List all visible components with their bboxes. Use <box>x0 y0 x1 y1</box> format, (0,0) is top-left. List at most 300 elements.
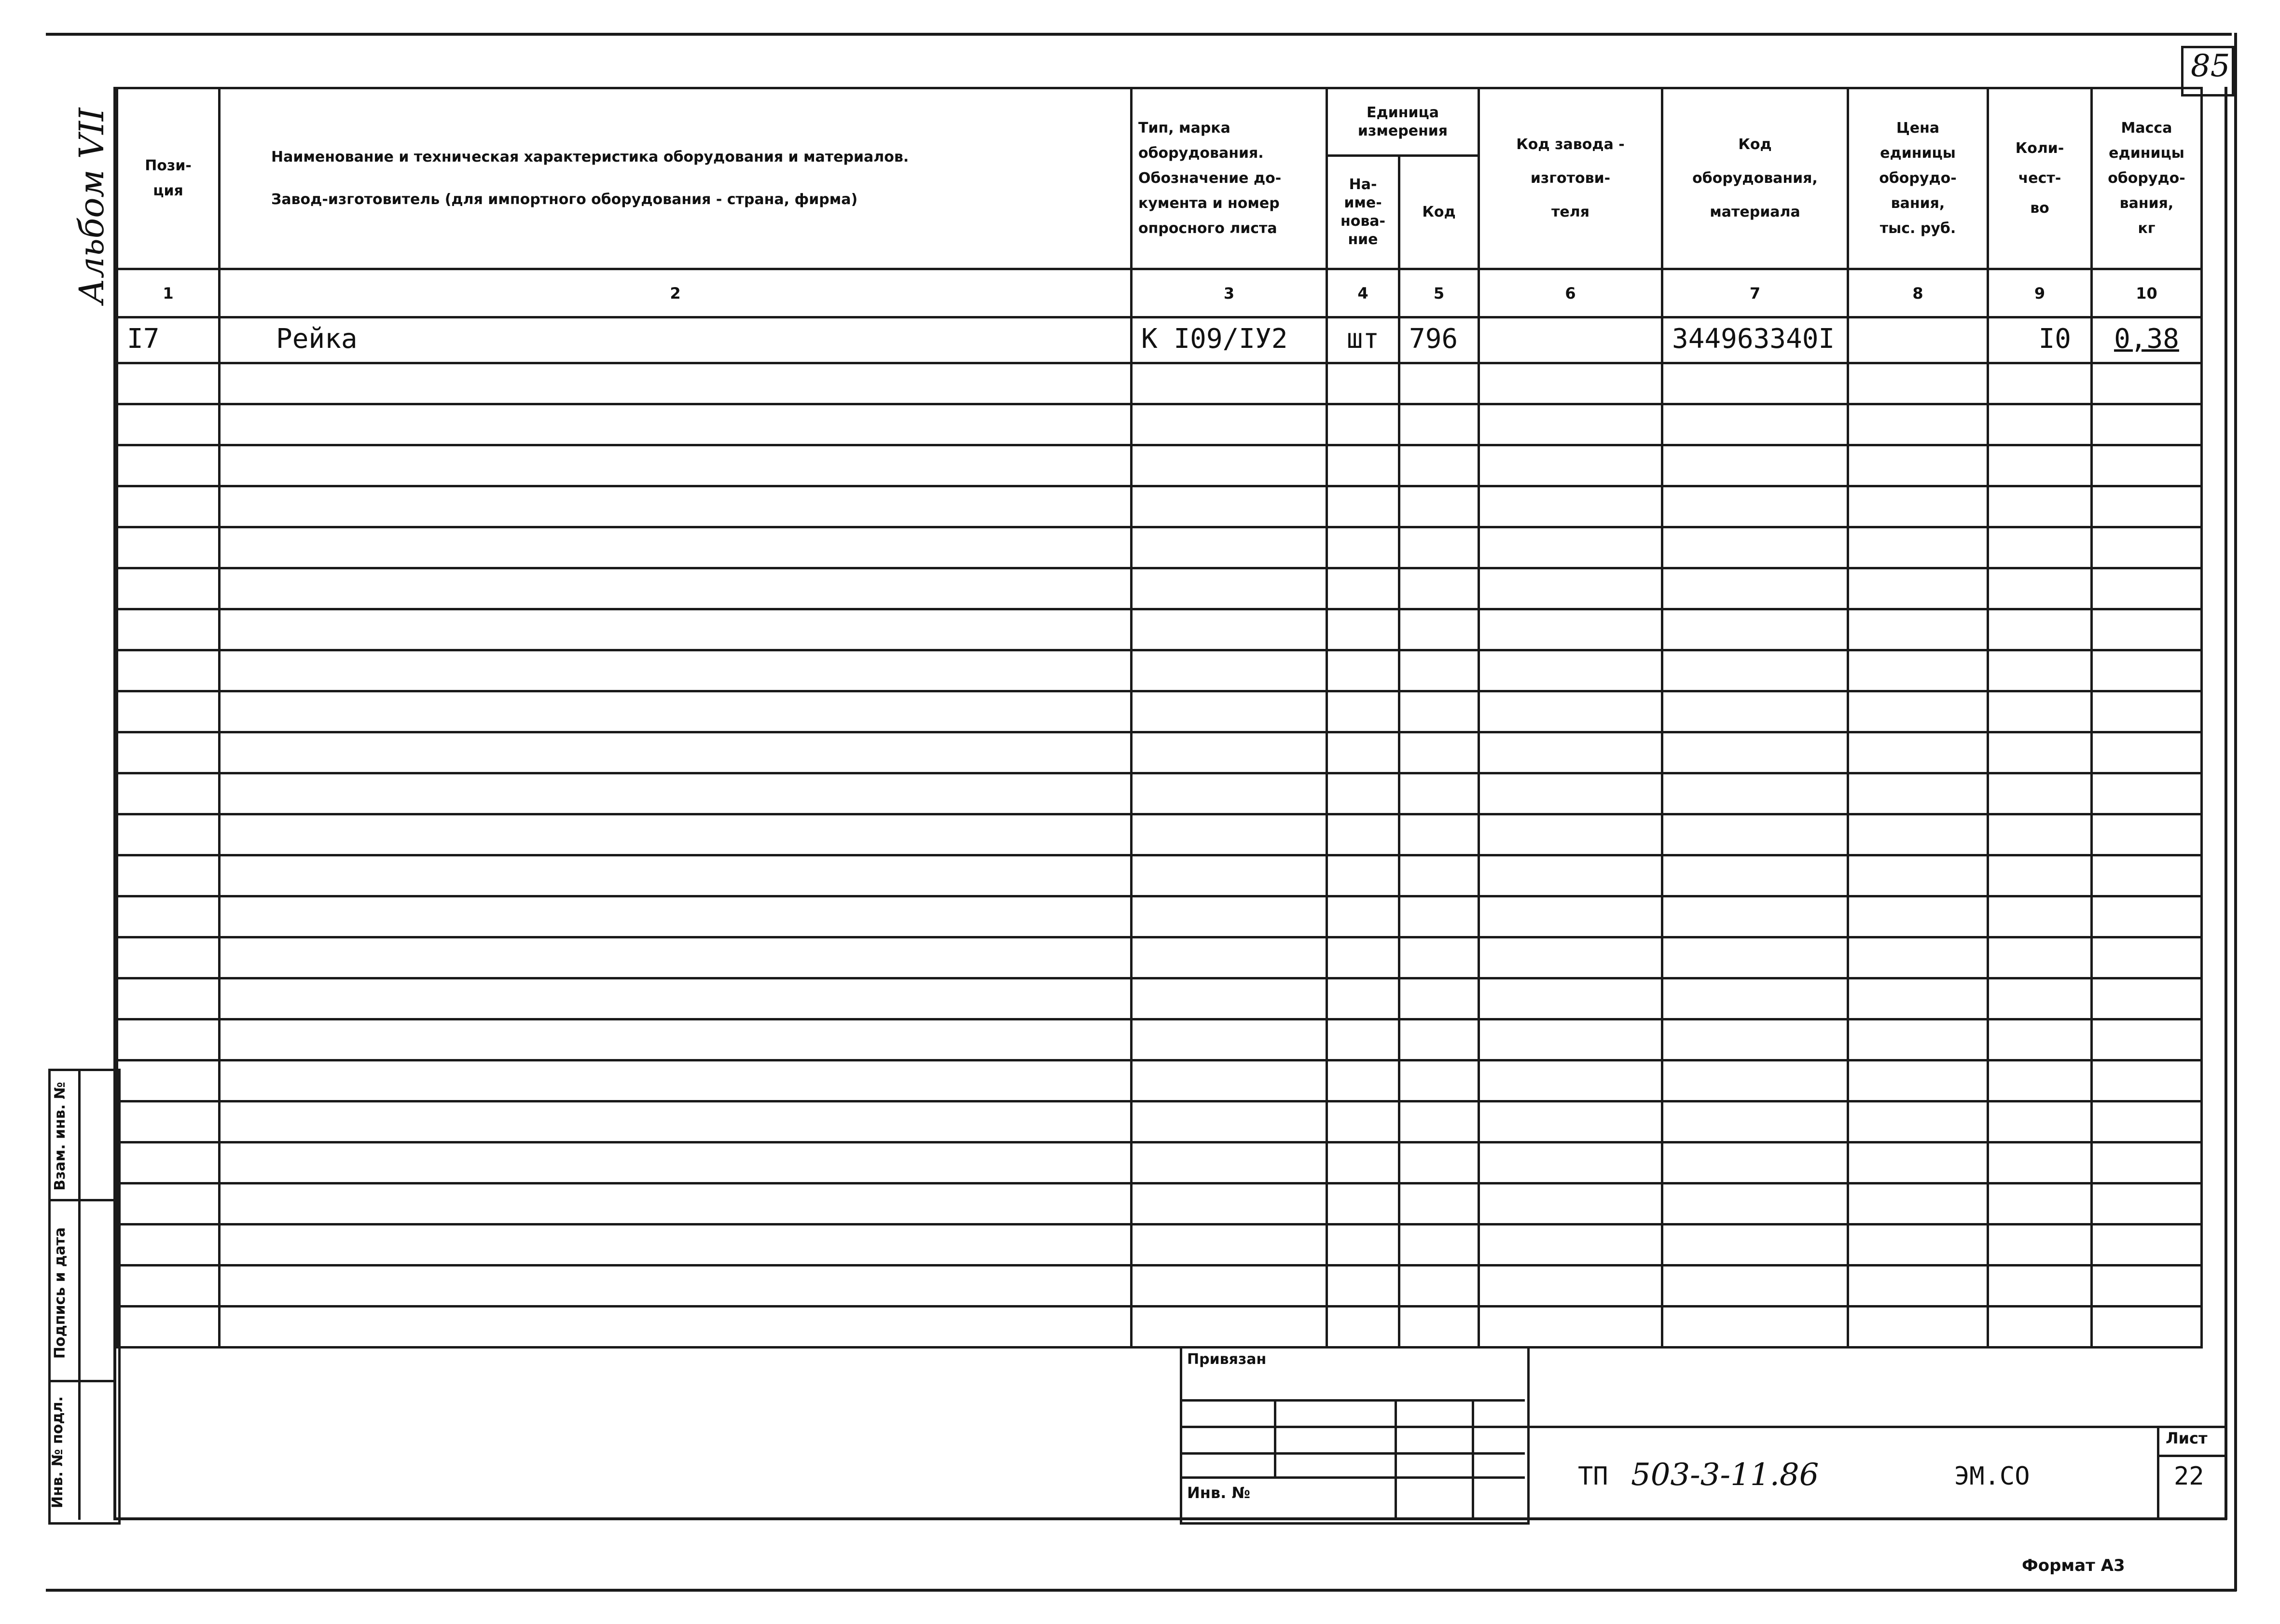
header-name-line2: Завод-изготовитель (для импортного оборудования - страна, фирма) <box>271 191 858 208</box>
table-cell <box>1327 486 1399 527</box>
table-cell <box>220 1225 1132 1266</box>
page-number: 85 <box>2191 48 2230 84</box>
table-cell <box>1662 732 1848 773</box>
cell-quantity: I0 <box>1988 317 2092 363</box>
table-cell <box>1988 732 2092 773</box>
table-cell <box>2092 732 2202 773</box>
table-cell <box>1848 609 1988 650</box>
column-number: 6 <box>1479 269 1662 317</box>
table-cell <box>1662 1184 1848 1225</box>
table-cell <box>2092 814 2202 855</box>
table-cell <box>1399 1142 1479 1184</box>
table-cell <box>1988 855 2092 896</box>
table-cell <box>1662 896 1848 937</box>
table-cell <box>1988 568 2092 609</box>
table-cell <box>1399 896 1479 937</box>
table-cell <box>1399 773 1479 814</box>
table-cell <box>1132 404 1327 445</box>
table-cell <box>1327 691 1399 732</box>
table-cell <box>2092 855 2202 896</box>
table-cell <box>117 691 220 732</box>
table-cell <box>1327 1142 1399 1184</box>
table-cell <box>1988 691 2092 732</box>
table-cell <box>1662 609 1848 650</box>
table-cell <box>1988 404 2092 445</box>
table-row <box>117 650 2202 691</box>
table-cell <box>1479 1266 1662 1307</box>
specification-table <box>116 87 2203 1349</box>
table-cell <box>2092 1225 2202 1266</box>
inner-right-border <box>2225 87 2227 1520</box>
table-cell <box>1988 1101 2092 1142</box>
table-cell <box>1848 1142 1988 1184</box>
stamp-sign-date: Подпись и дата <box>52 1227 69 1359</box>
header-unit-group: Единица измерения <box>1327 88 1479 156</box>
table-cell <box>2092 691 2202 732</box>
header-row-1 <box>117 88 2202 156</box>
table-cell <box>1327 937 1399 978</box>
table-cell <box>1848 732 1988 773</box>
table-cell <box>220 1019 1132 1060</box>
table-cell <box>1662 1307 1848 1348</box>
table-cell <box>1132 896 1327 937</box>
table-cell <box>1848 1019 1988 1060</box>
table-cell <box>220 1266 1132 1307</box>
table-cell <box>2092 363 2202 404</box>
table-cell <box>117 1266 220 1307</box>
sheet-number: 22 <box>2174 1462 2204 1491</box>
table-cell <box>1662 527 1848 568</box>
table-cell <box>220 363 1132 404</box>
table-cell <box>220 978 1132 1019</box>
table-cell <box>1848 1101 1988 1142</box>
table-cell <box>1479 814 1662 855</box>
table-row <box>117 486 2202 527</box>
stamp-inv-original: Инв. № подл. <box>49 1396 66 1509</box>
table-cell <box>1988 486 2092 527</box>
table-cell <box>1848 1266 1988 1307</box>
table-cell <box>1662 1225 1848 1266</box>
table-cell <box>1988 978 2092 1019</box>
table-row <box>117 445 2202 486</box>
table-cell <box>1399 1307 1479 1348</box>
table-cell <box>1399 445 1479 486</box>
table-cell <box>1479 855 1662 896</box>
table-cell <box>2092 445 2202 486</box>
table-cell <box>1662 445 1848 486</box>
table-cell <box>220 1060 1132 1101</box>
table-cell <box>1662 773 1848 814</box>
table-cell <box>1479 527 1662 568</box>
table-row <box>117 404 2202 445</box>
table-cell <box>1848 363 1988 404</box>
table-cell <box>220 1184 1132 1225</box>
table-cell <box>1479 937 1662 978</box>
table-cell <box>1848 814 1988 855</box>
table-cell <box>1988 1266 2092 1307</box>
table-cell <box>1399 486 1479 527</box>
table-cell <box>1327 609 1399 650</box>
code-block-top <box>1525 1426 2227 1428</box>
table-cell <box>2092 937 2202 978</box>
table-row <box>117 609 2202 650</box>
table-cell <box>1399 855 1479 896</box>
table-cell <box>220 1101 1132 1142</box>
sheet-label: Лист <box>2166 1429 2208 1447</box>
table-cell <box>1327 1019 1399 1060</box>
column-number: 4 <box>1327 269 1399 317</box>
table-cell <box>1327 363 1399 404</box>
inv-no-label: Инв. № <box>1187 1484 1250 1502</box>
table-cell <box>1327 650 1399 691</box>
column-number: 3 <box>1132 269 1327 317</box>
table-cell <box>1399 404 1479 445</box>
table-cell <box>1662 363 1848 404</box>
table-cell <box>2092 1142 2202 1184</box>
table-cell <box>1662 650 1848 691</box>
attached-label: Привязан <box>1187 1351 1267 1368</box>
table-cell <box>1132 732 1327 773</box>
sheet-box-left <box>2157 1426 2159 1520</box>
table-cell <box>117 896 220 937</box>
table-cell <box>1848 404 1988 445</box>
cell-unit-name: шт <box>1327 317 1399 363</box>
table-cell <box>1327 1101 1399 1142</box>
table-row <box>117 317 2202 363</box>
table-cell <box>1662 486 1848 527</box>
cell-equipment-code: 344963340I <box>1662 317 1848 363</box>
table-cell <box>1479 1060 1662 1101</box>
table-cell <box>1132 1266 1327 1307</box>
table-cell <box>1327 568 1399 609</box>
table-cell <box>1988 363 2092 404</box>
table-cell <box>117 978 220 1019</box>
table-cell <box>1399 568 1479 609</box>
table-cell <box>1479 445 1662 486</box>
table-cell <box>1848 1060 1988 1101</box>
table-cell <box>117 1225 220 1266</box>
table-cell <box>1479 568 1662 609</box>
attached-col-1 <box>1274 1399 1276 1479</box>
table-cell <box>117 486 220 527</box>
stamp-inv-replace: Взам. инв. № <box>52 1082 69 1191</box>
table-cell <box>1132 1101 1327 1142</box>
doc-code-prefix: ТП <box>1578 1462 1608 1491</box>
table-cell <box>1132 650 1327 691</box>
column-number: 8 <box>1848 269 1988 317</box>
table-cell <box>117 1184 220 1225</box>
table-cell <box>2092 1184 2202 1225</box>
table-cell <box>1988 1225 2092 1266</box>
table-cell <box>1132 1060 1327 1101</box>
table-cell <box>1132 445 1327 486</box>
table-cell <box>1399 978 1479 1019</box>
album-label: Альбом VII <box>72 108 111 304</box>
table-cell <box>2092 1060 2202 1101</box>
table-cell <box>1479 363 1662 404</box>
table-cell <box>1479 1142 1662 1184</box>
table-cell <box>1848 691 1988 732</box>
table-cell <box>1479 404 1662 445</box>
table-cell <box>1479 773 1662 814</box>
table-cell <box>1132 814 1327 855</box>
table-cell <box>1399 732 1479 773</box>
side-stamp-sep-2 <box>48 1380 116 1382</box>
table-row <box>117 896 2202 937</box>
table-cell <box>1662 855 1848 896</box>
table-cell <box>2092 1307 2202 1348</box>
cell-unit-code: 796 <box>1399 317 1479 363</box>
table-cell <box>2092 1266 2202 1307</box>
table-cell <box>220 1142 1132 1184</box>
table-cell <box>117 1142 220 1184</box>
table-cell <box>1479 978 1662 1019</box>
table-cell <box>1479 1101 1662 1142</box>
table-cell <box>117 855 220 896</box>
table-cell <box>1327 855 1399 896</box>
cell-price <box>1848 317 1988 363</box>
column-number: 10 <box>2092 269 2202 317</box>
column-number: 9 <box>1988 269 2092 317</box>
header-unit-code: Код <box>1399 156 1479 269</box>
column-number: 2 <box>220 269 1132 317</box>
table-cell <box>1848 937 1988 978</box>
table-cell <box>1399 1060 1479 1101</box>
table-cell <box>1848 1307 1988 1348</box>
table-cell <box>1988 773 2092 814</box>
table-cell <box>1988 896 2092 937</box>
table-cell <box>117 568 220 609</box>
table-cell <box>1662 1142 1848 1184</box>
table-cell <box>1399 937 1479 978</box>
table-cell <box>1132 773 1327 814</box>
table-cell <box>1327 1225 1399 1266</box>
table-cell <box>220 732 1132 773</box>
table-cell <box>1132 978 1327 1019</box>
header-type: Тип, марка оборудования. Обозначение до- кумента и номер опросного листа <box>1132 88 1327 269</box>
table-cell <box>1479 1184 1662 1225</box>
section-code: ЭМ.СО <box>1954 1462 2030 1491</box>
cell-position: I7 <box>117 317 220 363</box>
inner-bottom-border <box>113 1517 2227 1520</box>
column-number: 1 <box>117 269 220 317</box>
table-cell <box>1988 1142 2092 1184</box>
table-row <box>117 1142 2202 1184</box>
table-cell <box>1662 404 1848 445</box>
table-cell <box>1988 814 2092 855</box>
table-cell <box>1132 1225 1327 1266</box>
table-row <box>117 1225 2202 1266</box>
table-row <box>117 1307 2202 1348</box>
table-cell <box>1848 486 1988 527</box>
frame-bottom <box>46 1589 2237 1592</box>
table-cell <box>1479 732 1662 773</box>
table-cell <box>1988 1307 2092 1348</box>
table-cell <box>2092 404 2202 445</box>
table-cell <box>2092 486 2202 527</box>
table-cell <box>220 650 1132 691</box>
table-cell <box>1988 1184 2092 1225</box>
table-cell <box>1662 1266 1848 1307</box>
sheet-box-divider <box>2157 1455 2227 1457</box>
column-number-row <box>117 269 2202 317</box>
table-cell <box>1988 650 2092 691</box>
table-cell <box>220 527 1132 568</box>
column-number: 7 <box>1662 269 1848 317</box>
table-cell <box>1132 486 1327 527</box>
cell-name: Рейка <box>220 317 1132 363</box>
table-cell <box>1662 1060 1848 1101</box>
table-cell <box>117 527 220 568</box>
table-cell <box>1848 445 1988 486</box>
table-row <box>117 691 2202 732</box>
table-cell <box>1988 1060 2092 1101</box>
table-cell <box>1327 1184 1399 1225</box>
attached-col-2 <box>1395 1399 1397 1520</box>
table-cell <box>2092 650 2202 691</box>
table-row <box>117 1266 2202 1307</box>
table-cell <box>1662 568 1848 609</box>
header-price: Цена единицы оборудо- вания, тыс. руб. <box>1848 88 1988 269</box>
table-row <box>117 363 2202 404</box>
table-cell <box>1662 937 1848 978</box>
table-cell <box>220 445 1132 486</box>
table-cell <box>1662 814 1848 855</box>
header-quantity: Коли- чест- во <box>1988 88 2092 269</box>
table-cell <box>1848 855 1988 896</box>
table-cell <box>1399 1266 1479 1307</box>
table-row <box>117 773 2202 814</box>
table-cell <box>1132 527 1327 568</box>
table-cell <box>117 404 220 445</box>
table-cell <box>2092 896 2202 937</box>
table-cell <box>1327 732 1399 773</box>
table-cell <box>1399 609 1479 650</box>
table-row <box>117 568 2202 609</box>
table-row <box>117 1019 2202 1060</box>
table-cell <box>220 896 1132 937</box>
table-cell <box>1479 1307 1662 1348</box>
table-cell <box>117 363 220 404</box>
table-cell <box>1399 1184 1479 1225</box>
table-cell <box>1327 978 1399 1019</box>
table-row <box>117 1184 2202 1225</box>
table-cell <box>1132 937 1327 978</box>
table-cell <box>1848 1225 1988 1266</box>
table-cell <box>1479 1225 1662 1266</box>
table-cell <box>117 609 220 650</box>
cell-mass: 0,38 <box>2092 317 2202 363</box>
table-cell <box>220 937 1132 978</box>
table-cell <box>1662 1019 1848 1060</box>
table-cell <box>1479 609 1662 650</box>
cell-plant-code <box>1479 317 1662 363</box>
table-cell <box>1327 445 1399 486</box>
table-cell <box>220 404 1132 445</box>
table-cell <box>1479 691 1662 732</box>
table-cell <box>220 814 1132 855</box>
frame-right <box>2234 33 2237 1591</box>
table-row <box>117 937 2202 978</box>
table-cell <box>1848 896 1988 937</box>
table-cell <box>1327 404 1399 445</box>
table-row <box>117 978 2202 1019</box>
table-cell <box>1327 1266 1399 1307</box>
table-cell <box>1988 1019 2092 1060</box>
doc-code: 503-3-11.86 <box>1631 1457 1819 1493</box>
table-cell <box>1479 650 1662 691</box>
table-cell <box>220 568 1132 609</box>
table-cell <box>117 1101 220 1142</box>
table-cell <box>1848 650 1988 691</box>
table-cell <box>1132 1184 1327 1225</box>
table-cell <box>1848 568 1988 609</box>
table-row <box>117 1101 2202 1142</box>
frame-top <box>46 33 2232 36</box>
table-cell <box>117 732 220 773</box>
table-cell <box>1988 609 2092 650</box>
format-label: Формат А3 <box>2022 1556 2125 1575</box>
header-unit-name: На- име- нова- ние <box>1327 156 1399 269</box>
table-cell <box>2092 773 2202 814</box>
table-cell <box>2092 568 2202 609</box>
table-cell <box>1988 527 2092 568</box>
table-cell <box>117 1019 220 1060</box>
table-cell <box>1132 691 1327 732</box>
attached-col-3 <box>1472 1399 1474 1520</box>
header-equipment-code: Код оборудования, материала <box>1662 88 1848 269</box>
table-cell <box>1327 527 1399 568</box>
table-row <box>117 732 2202 773</box>
table-cell <box>2092 609 2202 650</box>
table-cell <box>220 691 1132 732</box>
table-cell <box>1399 1101 1479 1142</box>
header-position: Пози- ция <box>117 88 220 269</box>
table-cell <box>117 650 220 691</box>
table-cell <box>1399 691 1479 732</box>
table-row <box>117 527 2202 568</box>
column-number: 5 <box>1399 269 1479 317</box>
table-row <box>117 855 2202 896</box>
header-name-line1: Наименование и техническая характеристика оборудования и материалов. <box>271 149 909 165</box>
table-cell <box>1662 1101 1848 1142</box>
table-cell <box>1479 486 1662 527</box>
table-cell <box>1132 363 1327 404</box>
header-name <box>220 88 1132 269</box>
table-cell <box>1327 773 1399 814</box>
table-cell <box>1327 896 1399 937</box>
table-cell <box>1848 1184 1988 1225</box>
table-cell <box>1132 568 1327 609</box>
table-cell <box>1848 527 1988 568</box>
table-cell <box>117 1060 220 1101</box>
header-plant-code: Код завода - изготови- теля <box>1479 88 1662 269</box>
table-cell <box>1399 1019 1479 1060</box>
table-cell <box>117 937 220 978</box>
table-cell <box>220 773 1132 814</box>
table-cell <box>117 445 220 486</box>
table-row <box>117 814 2202 855</box>
table-cell <box>1327 814 1399 855</box>
table-cell <box>2092 527 2202 568</box>
table-cell <box>1988 937 2092 978</box>
table-cell <box>220 486 1132 527</box>
table-cell <box>1399 1225 1479 1266</box>
table-cell <box>1399 814 1479 855</box>
table-cell <box>220 609 1132 650</box>
table-row <box>117 1060 2202 1101</box>
table-cell <box>1132 1307 1327 1348</box>
